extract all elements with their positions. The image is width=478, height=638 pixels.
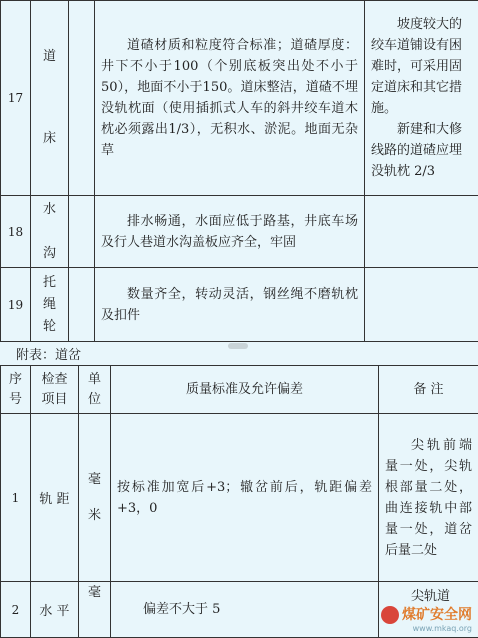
appendix-caption: 附表：道岔 [16,344,81,363]
check-item [31,196,69,268]
remark [365,268,478,342]
check-item-char: 托 [31,272,68,294]
row-number: 17 [1,1,31,196]
quality-standard: 排水畅通，水面应低于路基，井底车场及行人巷道水沟盖板应齐全，牢固 [95,196,365,268]
remark-line: 坡度较大的绞车道铺设有困难时，可采用固定道床和其它措施。 [371,14,472,119]
site-watermark: 煤矿安全网 www.mkaq.org [381,604,472,633]
header-item: 检查 项目 [31,366,79,414]
table-row [1,1,478,196]
watermark-url: www.mkaq.org [381,624,472,633]
check-item: 轨 距 [31,414,79,582]
remark [365,1,478,196]
header-standard: 质量标准及允许偏差 [111,366,379,414]
remark-line: 新建和大修线路的道碴应埋没轨枕 2/3 [371,119,472,182]
switch-table [0,365,478,638]
unit-cell [69,1,95,196]
check-item-char: 水 [31,199,68,221]
quality-standard: 按标准加宽后+3；辙岔前后，轨距偏差+3，0 [111,414,379,582]
check-item [31,1,69,196]
header-note: 备 注 [379,366,478,414]
header-row [1,366,478,414]
check-item-char: 沟 [31,243,68,265]
row-number: 1 [1,414,31,582]
watermark-logo-icon [381,606,399,624]
check-item-char: 轮 [31,316,68,338]
check-item [31,268,69,342]
check-item-char: 床 [31,128,68,150]
header-unit: 单 位 [79,366,111,414]
remark: 尖轨道 [379,582,478,638]
check-item: 水 平 [31,582,79,638]
row-number: 19 [1,268,31,342]
quality-standard: 数量齐全，转动灵活，钢丝绳不磨轨枕及扣件 [95,268,365,342]
check-item-char: 道 [31,46,68,68]
table-row [1,414,478,582]
table-row [1,268,478,342]
quality-standard: 偏差不大于 5 [111,582,379,638]
unit-cell: 毫 [79,582,111,638]
unit-cell: 毫 米 [79,414,111,582]
row-number: 2 [1,582,31,638]
unit-cell [69,268,95,342]
unit-cell [69,196,95,268]
check-item-char: 绳 [31,294,68,316]
remark: 尖轨前端量一处，尖轨根部量二处，曲连接轨中部量一处，道岔后量二处 [379,414,478,582]
remark [365,196,478,268]
row-number: 18 [1,196,31,268]
table-row [1,196,478,268]
header-no: 序 号 [1,366,31,414]
page-break-marker [228,343,248,349]
quality-standard: 道碴材质和粒度符合标准；道碴厚度：井下不小于100（个别底板突出处不小于50），地面不小于150。道床整洁，道碴不埋没轨枕面（使用插抓式人车的斜井绞车道木枕必须露出1/3），无积水、淤泥。地面无杂草 [95,1,365,196]
